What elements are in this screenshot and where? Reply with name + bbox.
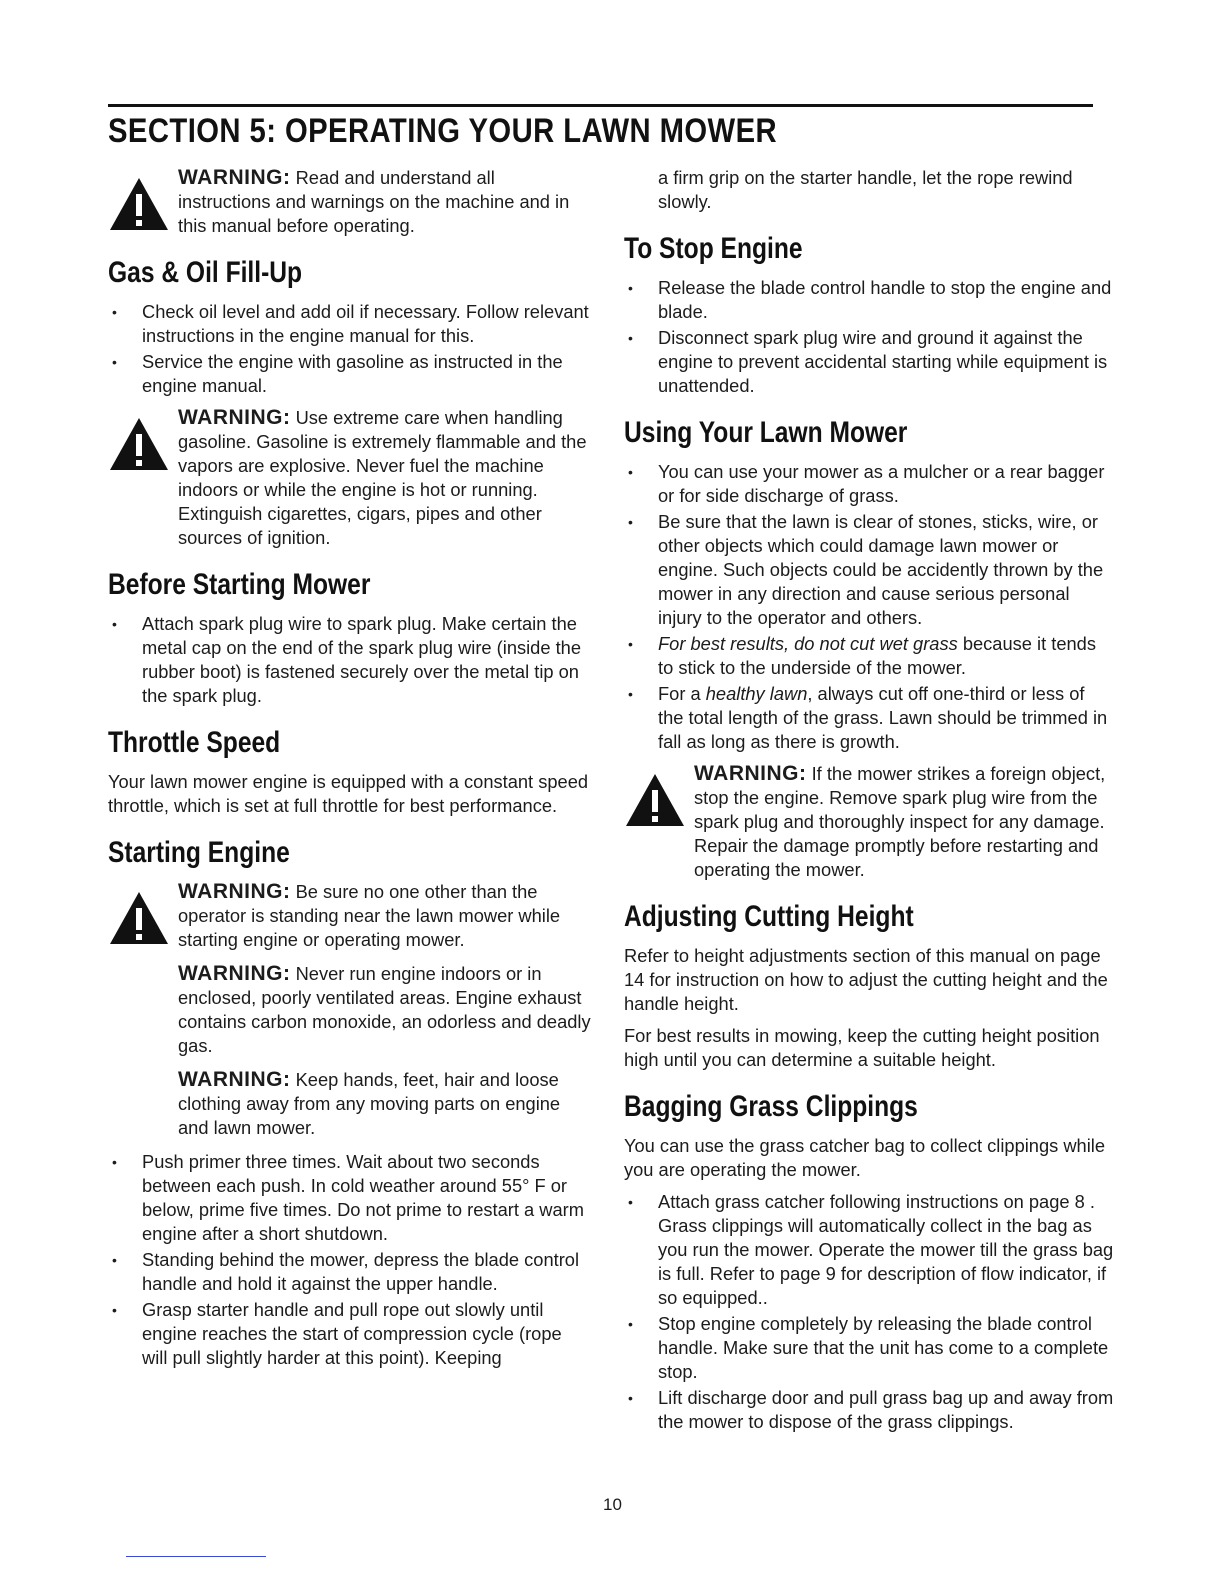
warning-text: Never run engine indoors or in enclosed, poorly ventilated areas. Engine exhaust contains carbon monoxide, an odorless and deadly gas. [178,963,591,1056]
list-item: • Attach grass catcher following instructions on page 8 . Grass clippings will automatically collect in the bag as you run the mower. Operate the mower till the grass bag is full. Refer to page 9 for description of flow indicator, if so equipped.. [624,1190,1114,1310]
warning-text: If the mower strikes a foreign object, stop the engine. Remove spark plug wire from the spark plug and thoroughly inspect for any damage. Repair the damage promptly before restarting and operating the mower. [694,763,1106,880]
heading-gas-oil: Gas & Oil Fill-Up [108,256,303,289]
list-item: • Lift discharge door and pull grass bag up and away from the mower to dispose of the grass clippings. [624,1386,1114,1434]
using-mower-list [624,460,1114,754]
list-item: • Grasp starter handle and pull rope out slowly until engine reaches the start of compression cycle (rope will pull slightly harder at this point). Keeping [108,1298,592,1370]
warning-block [108,166,592,238]
warning-text: Use extreme care when handling gasoline. Gasoline is extremely flammable and the vapors are explosive. Never fuel the machine indoors or while the engine is hot or running. Extinguish cigarettes, cigars, pipes and other sources of ignition. [178,407,587,548]
warning-triangle-icon [624,772,686,828]
bagging-intro: You can use the grass catcher bag to collect clippings while you are operating the mower. [624,1135,1106,1180]
warning-label: WARNING: [178,1068,291,1091]
list-item-text: For a [658,683,706,704]
warning-label: WARNING: [178,962,291,985]
list-item: • Disconnect spark plug wire and ground it against the engine to prevent accidental starting while equipment is unattended. [624,326,1114,398]
right-column [624,166,1114,1442]
cutting-height-text: For best results in mowing, keep the cutting height position high until you can determine a suitable height. [624,1025,1100,1070]
gas-oil-list [108,300,592,398]
list-item: • Push primer three times. Wait about two seconds between each push. In cold weather around 55° F or below, prime five times. Do not prime to restart a warm engine after a short shutdown. [108,1150,592,1246]
stop-engine-list [624,276,1114,398]
starting-engine-continuation: a firm grip on the starter handle, let the rope rewind slowly. [658,167,1073,212]
warning-block [624,762,1114,882]
warning-block [108,1068,592,1140]
heading-cutting-height: Adjusting Cutting Height [624,900,914,933]
warning-block [108,880,592,952]
heading-throttle: Throttle Speed [108,726,281,759]
italic-phrase: healthy lawn [705,683,808,704]
page-number: 10 [603,1495,622,1514]
warning-triangle-icon [108,176,170,232]
heading-using-mower: Using Your Lawn Mower [624,416,908,449]
list-item: • Standing behind the mower, depress the blade control handle and hold it against the upper handle. [108,1248,592,1296]
warning-block [108,962,592,1058]
heading-stop-engine: To Stop Engine [624,232,803,265]
warning-label: WARNING: [694,762,807,785]
before-starting-list [108,612,592,708]
warning-block [108,406,592,550]
list-item-text: , always cut off one-third or less of the total length of the grass. Lawn should be trimmed in fall as long as there is growth. [658,683,1108,752]
left-column [108,166,592,1378]
heading-before-starting: Before Starting Mower [108,568,371,601]
list-item: • Check oil level and add oil if necessary. Follow relevant instructions in the engine manual for this. [108,300,592,348]
warning-text: Be sure no one other than the operator is standing near the lawn mower while starting engine or operating mower. [178,881,561,950]
list-item: • Stop engine completely by releasing the blade control handle. Make sure that the unit has come to a complete stop. [624,1312,1114,1384]
section-title: SECTION 5: OPERATING YOUR LAWN MOWER [108,112,778,150]
list-item [624,682,1114,754]
starting-engine-list [108,1150,592,1370]
heading-starting-engine: Starting Engine [108,836,290,869]
bagging-list [624,1190,1114,1434]
list-item: • Attach spark plug wire to spark plug. Make certain the metal cap on the end of the spark plug wire (inside the rubber boot) is fastened securely over the metal tip on the spark plug. [108,612,592,708]
throttle-text: Your lawn mower engine is equipped with a constant speed throttle, which is set at full throttle for best performance. [108,771,589,816]
cutting-height-text: Refer to height adjustments section of this manual on page 14 for instruction on how to adjust the cutting height and the handle height. [624,945,1108,1014]
list-item: • Be sure that the lawn is clear of stones, sticks, wire, or other objects which could damage lawn mower or engine. Such objects could be accidently thrown by the mower in any direction and cause serious personal injury to the operator and others. [624,510,1114,630]
warning-triangle-icon [108,416,170,472]
footer-link-underline [126,1556,266,1557]
warning-label: WARNING: [178,166,291,189]
list-item: • Service the engine with gasoline as instructed in the engine manual. [108,350,592,398]
warning-label: WARNING: [178,406,291,429]
warning-text: Keep hands, feet, hair and loose clothing away from any moving parts on engine and lawn mower. [178,1069,561,1138]
top-rule [108,104,1093,107]
warning-label: WARNING: [178,880,291,903]
warning-text: Read and understand all instructions and warnings on the machine and in this manual before operating. [178,167,570,236]
list-item: • Release the blade control handle to stop the engine and blade. [624,276,1114,324]
warning-triangle-icon [108,890,170,946]
heading-bagging: Bagging Grass Clippings [624,1090,918,1123]
list-item-text: because it tends to stick to the underside of the mower. [658,633,1096,678]
list-item: • You can use your mower as a mulcher or a rear bagger or for side discharge of grass. [624,460,1114,508]
italic-phrase: For best results, do not cut wet grass [658,633,958,654]
list-item [624,632,1114,680]
